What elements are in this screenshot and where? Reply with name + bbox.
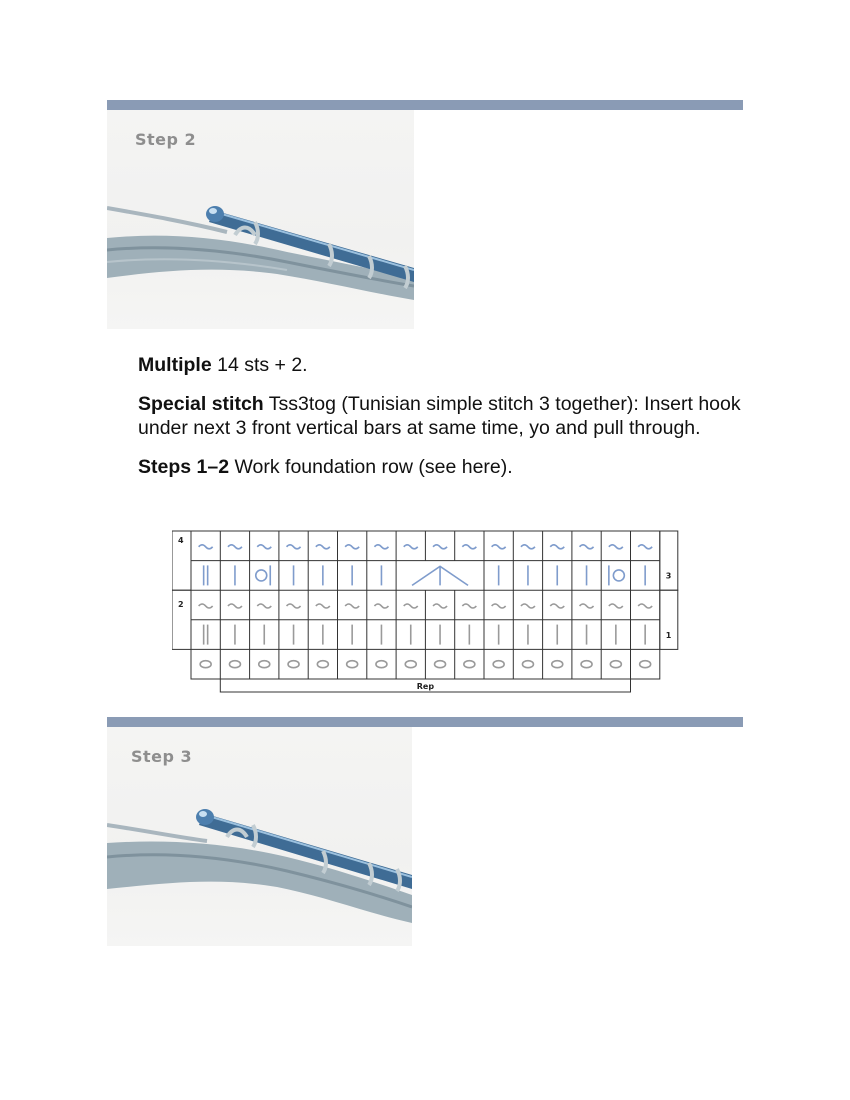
svg-text:2: 2 [178,600,184,610]
svg-text:3: 3 [665,571,672,581]
special-stitch-value: Tss3tog (Tunisian simple stitch 3 together): Insert hook under next 3 front vertical bars at same time, yo and pull through. [138,392,741,439]
step-label: Step 2 [135,130,197,149]
pattern-instructions [138,353,743,493]
multiple-paragraph [138,353,743,378]
multiple-value: 14 sts + 2. [217,354,308,376]
stitch-chart [172,530,682,701]
section-divider-bar [107,717,743,727]
steps-label: Steps 1–2 [138,455,230,478]
step-2-photo [107,110,414,329]
multiple-label: Multiple [138,354,212,376]
step-3-photo [107,727,412,946]
svg-text:Rep: Rep [416,682,435,691]
svg-text:4: 4 [178,536,184,545]
section-divider-bar [107,100,743,110]
special-stitch-paragraph [138,392,743,441]
special-stitch-label: Special stitch [138,392,264,415]
steps-value: Work foundation row (see here). [234,455,513,478]
stitch-chart-grid [172,530,682,696]
steps-paragraph [138,455,743,480]
step-label: Step 3 [131,747,193,766]
svg-text:1: 1 [665,630,672,640]
